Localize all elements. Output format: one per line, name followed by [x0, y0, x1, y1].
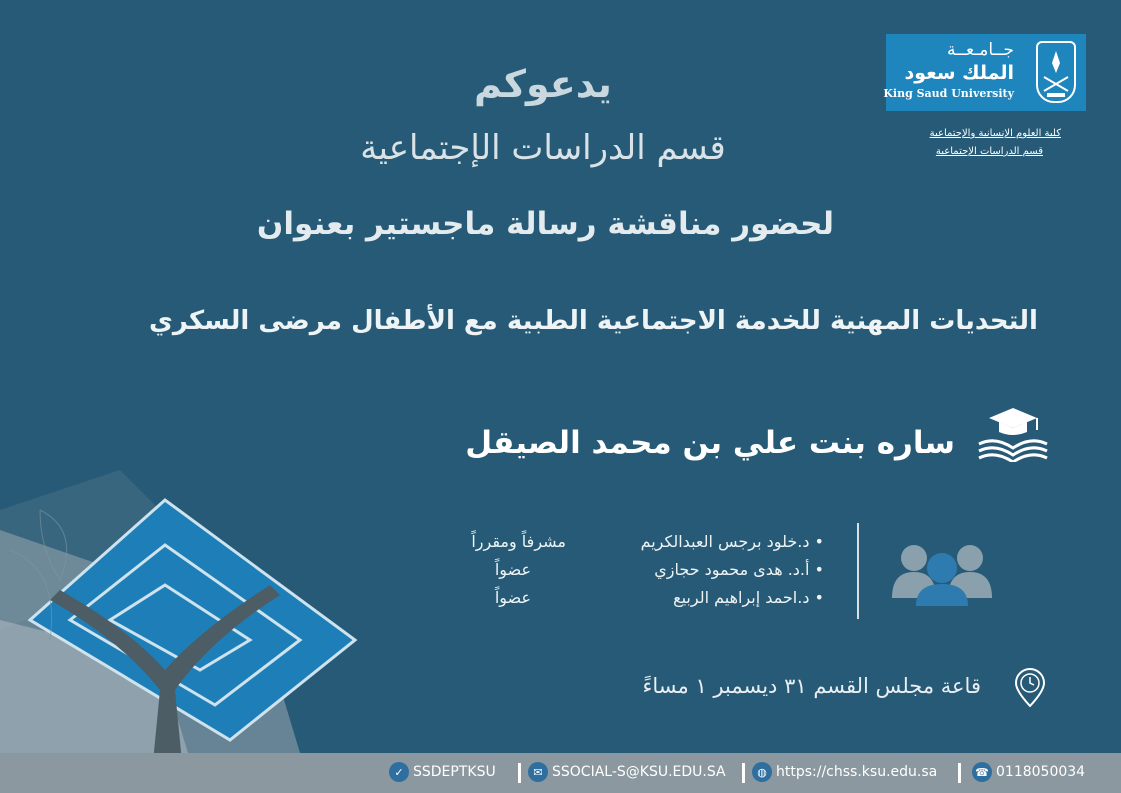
twitter-handle: SSDEPTKSU [413, 764, 496, 780]
logo-english: King Saud University [883, 87, 1014, 100]
department-title: قسم الدراسات الإجتماعية [360, 128, 726, 168]
website-url: https://chss.ksu.edu.sa [776, 764, 938, 780]
committee-member-name: • د.خلود برجس العبدالكريم [640, 532, 824, 551]
clock-pin-icon [1014, 667, 1046, 707]
graduation-cap-book-icon [975, 406, 1051, 462]
committee-member-name: • أ.د. هدى محمود حجازي [654, 560, 824, 579]
phone-number: 0118050034 [996, 764, 1086, 780]
invitation-purpose: لحضور مناقشة رسالة ماجستير بعنوان [256, 206, 835, 242]
faculty-name[interactable]: كلية العلوم الإنسانية والإجتماعية [929, 128, 1061, 139]
phone-icon: ☎ [972, 762, 992, 782]
email-contact[interactable] [528, 762, 726, 782]
globe-icon: ◍ [752, 762, 772, 782]
committee-member-name: • د.احمد إبراهيم الربيع [673, 588, 824, 607]
footer-separator [518, 763, 521, 783]
committee-divider [857, 523, 859, 619]
student-name: ساره بنت علي بن محمد الصيقل [465, 425, 955, 461]
department-name-link[interactable]: قسم الدراسات الإجتماعية [935, 146, 1043, 157]
contact-footer [0, 753, 1121, 793]
logo-arabic-line1: جــامـعــة [946, 40, 1014, 60]
decorative-architecture [0, 470, 420, 793]
committee-member-role: مشرفاً ومقرراً [471, 532, 566, 551]
website-contact[interactable] [752, 762, 937, 782]
twitter-contact[interactable] [389, 762, 496, 782]
verified-badge-icon: ✓ [389, 762, 409, 782]
thesis-title: التحديات المهنية للخدمة الاجتماعية الطبية مع الأطفال مرضى السكري [149, 306, 1038, 336]
email-icon: ✉ [528, 762, 548, 782]
logo-arabic-line2: الملك سعود [904, 62, 1014, 84]
committee-member-role: عضواً [494, 560, 531, 579]
footer-separator [958, 763, 961, 783]
phone-contact[interactable] [972, 762, 1085, 782]
people-group-icon [890, 540, 994, 606]
invitation-heading: يدعوكم [474, 62, 612, 106]
email-address: SSOCIAL-S@KSU.EDU.SA [552, 764, 726, 780]
venue-datetime: قاعة مجلس القسم ٣١ ديسمبر ١ مساءً [642, 674, 981, 698]
footer-separator [742, 763, 745, 783]
committee-member-role: عضواً [494, 588, 531, 607]
